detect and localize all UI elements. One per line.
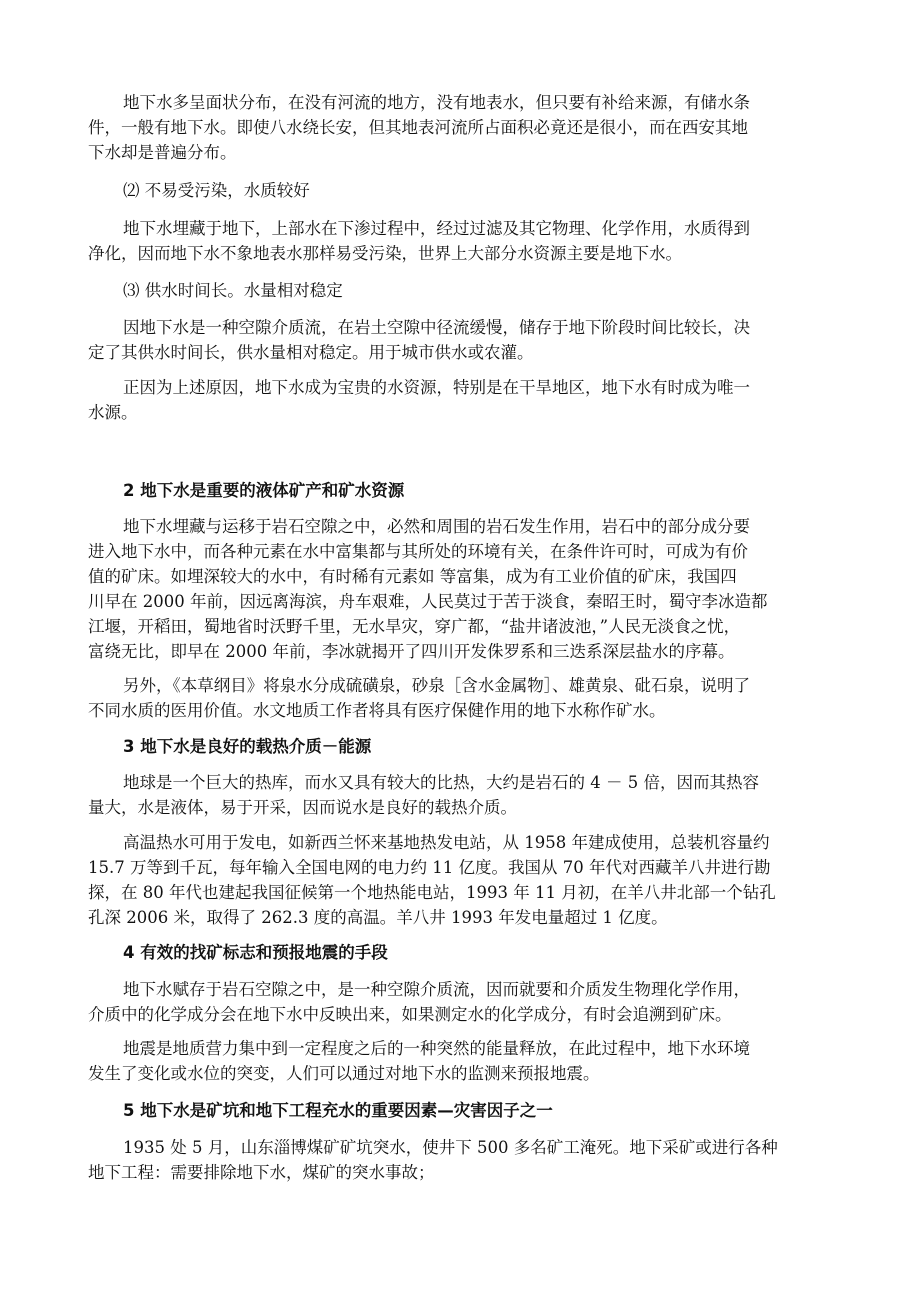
text-line: 进入地下水中，而各种元素在水中富集都与其所处的环境有关，在条件许可时，可成为有价 [88,542,748,561]
text-line: 水源。 [88,403,138,422]
text-line: 净化，因而地下水不象地表水那样易受污染，世界上大部分水资源主要是地下水。 [88,244,682,263]
paragraph-heat-carrier [88,770,832,820]
text-line: 量大，水是液体，易于开采，因而说水是良好的载热介质。 [88,798,517,817]
text-line: 探，在 80 年代也建起我国征候第一个地热能电站，1993 年 11 月初，在羊八井北部一个钻孔 [88,883,776,902]
text-line: 定了其供水时间长，供水量相对稳定。用于城市供水或农灌。 [88,343,534,362]
section-heading-3: 3 地下水是良好的载热介质－能源 [123,737,372,756]
paragraph-distribution [88,90,832,165]
text-line: 川早在 2000 年前，因远离海滨，舟车艰难，人民莫过于苦于淡食，秦昭王时，蜀守李冰造都 [88,592,768,611]
paragraph-mine-flooding [88,1135,832,1185]
paragraph-water-quality [88,216,832,266]
paragraph-geothermal-power [88,830,832,930]
paragraph-ore-indicator [88,977,832,1027]
text-line: 下水却是普遍分布。 [88,143,237,162]
text-line: 发生了变化或水位的突变，人们可以通过对地下水的监测来预报地震。 [88,1064,600,1083]
text-line: 不同水质的医用价值。水文地质工作者将具有医疗保健作用的地下水称作矿水。 [88,701,666,720]
paragraph-supply-stability [88,315,832,365]
text-line: 富绕无比，即早在 2000 年前，李冰就揭开了四川开发侏罗系和三迭系深层盐水的序幕。 [88,642,735,661]
section-heading-5: 5 地下水是矿坑和地下工程充水的重要因素—灾害因子之一 [123,1101,553,1120]
text-line: 值的矿床。如埋深较大的水中，有时稀有元素如 等富集，成为有工业价值的矿床，我国四 [88,567,737,586]
text-line: 地下工程：需要排除地下水，煤矿的突水事故； [88,1163,435,1182]
text-line: 介质中的化学成分会在地下水中反映出来，如果测定水的化学成分，有时会追溯到矿床。 [88,1005,732,1024]
paragraph-liquid-mineral [88,514,832,664]
text-line: 因地下水是一种空隙介质流，在岩土空隙中径流缓慢，储存于地下阶段时间比较长，决 [123,318,750,337]
subheading-supply-time: ⑶ 供水时间长。水量相对稳定 [123,281,343,300]
text-line: 高温热水可用于发电，如新西兰怀来基地热发电站，从 1958 年建成使用，总装机容量约 [123,833,770,852]
paragraph-earthquake [88,1036,832,1086]
subheading-pollution: ⑵ 不易受污染，水质较好 [123,181,310,200]
paragraph-mineral-water [88,673,832,723]
text-line: 另外，《本草纲目》将泉水分成硫磺泉，砂泉［含水金属物］、雄黄泉、砒石泉，说明了 [123,676,750,695]
text-line: 地下水埋藏与运移于岩石空隙之中，必然和周围的岩石发生作用，岩石中的部分成分要 [123,517,750,536]
text-line: 地下水多呈面状分布，在没有河流的地方，没有地表水，但只要有补给来源，有储水条 [123,93,750,112]
text-line: 正因为上述原因，地下水成为宝贵的水资源，特别是在干旱地区，地下水有时成为唯一 [123,378,750,397]
text-line: 地球是一个巨大的热库，而水又具有较大的比热，大约是岩石的 4 － 5 倍，因而其热容 [123,773,759,792]
paragraph-precious-resource [88,375,832,425]
section-heading-2: 2 地下水是重要的液体矿产和矿水资源 [123,481,405,500]
text-line: 地震是地质营力集中到一定程度之后的一种突然的能量释放，在此过程中，地下水环境 [123,1039,750,1058]
text-line: 件，一般有地下水。即使八水绕长安，但其地表河流所占面积必竟还是很小，而在西安其地 [88,118,748,137]
text-line: 地下水赋存于岩石空隙之中，是一种空隙介质流，因而就要和介质发生物理化学作用， [123,980,750,999]
text-line: 15.7 万等到千瓦，每年输入全国电网的电力约 11 亿度。我国从 70 年代对西藏羊八井进行勘 [88,858,771,877]
section-heading-4: 4 有效的找矿标志和预报地震的手段 [123,943,388,962]
text-line: 江堰，开稻田，蜀地省时沃野千里，无水旱灾，穿广都，“盐井诸波池，”人民无淡食之忧， [88,617,741,636]
text-line: 地下水埋藏于地下，上部水在下渗过程中，经过过滤及其它物理、化学作用，水质得到 [123,219,750,238]
text-line: 孔深 2006 米，取得了 262.3 度的高温。羊八井 1993 年发电量超过 1 亿度。 [88,908,668,927]
text-line: 1935 处 5 月，山东淄博煤矿矿坑突水，使井下 500 多名矿工淹死。地下采矿或进行各种 [123,1138,778,1157]
